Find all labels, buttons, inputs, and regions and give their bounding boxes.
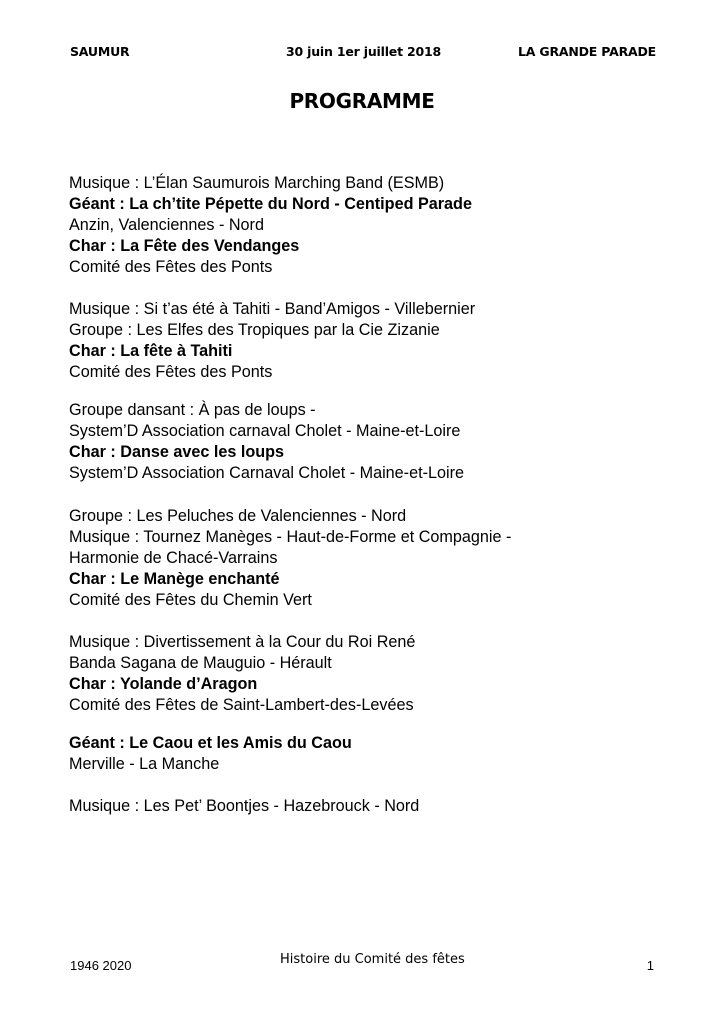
program-line: Musique : Tournez Manèges - Haut-de-Forme et Compagnie - <box>69 528 512 546</box>
program-line: Groupe dansant : À pas de loups - <box>69 401 316 419</box>
program-line: Musique : Divertissement à la Cour du Roi René <box>69 633 416 651</box>
program-line: Musique : L’Élan Saumurois Marching Band (ESMB) <box>69 174 445 192</box>
program-line: Comité des Fêtes du Chemin Vert <box>69 591 312 609</box>
header-right: LA GRANDE PARADE <box>518 44 656 59</box>
program-line-bold: Char : Danse avec les loups <box>69 443 285 461</box>
program-line: Groupe : Les Elfes des Tropiques par la Cie Zizanie <box>69 321 440 339</box>
program-line: Merville - La Manche <box>69 755 220 773</box>
footer-years: 1946 2020 <box>70 958 132 973</box>
page-number: 1 <box>646 958 654 973</box>
header-center: 30 juin 1er juillet 2018 <box>286 44 441 59</box>
program-line: Banda Sagana de Mauguio - Hérault <box>69 654 332 672</box>
page-title: PROGRAMME <box>289 89 435 113</box>
program-line: Comité des Fêtes des Ponts <box>69 258 273 276</box>
program-line-bold: Char : Yolande d’Aragon <box>69 675 258 693</box>
program-line: System’D Association carnaval Cholet - Maine-et-Loire <box>69 422 461 440</box>
program-line: Musique : Les Pet’ Boontjes - Hazebrouck - Nord <box>69 797 420 815</box>
program-line: System’D Association Carnaval Cholet - Maine-et-Loire <box>69 464 464 482</box>
program-line: Musique : Si t’as été à Tahiti - Band’Amigos - Villebernier <box>69 300 476 318</box>
program-line-bold: Char : La Fête des Vendanges <box>69 237 300 255</box>
program-line-bold: Char : Le Manège enchanté <box>69 570 280 588</box>
program-line-bold: Char : La fête à Tahiti <box>69 342 233 360</box>
program-line: Comité des Fêtes des Ponts <box>69 363 273 381</box>
program-line-bold: Géant : Le Caou et les Amis du Caou <box>69 734 352 752</box>
header-left: SAUMUR <box>70 44 130 59</box>
program-line-bold: Géant : La ch’tite Pépette du Nord - Centiped Parade <box>69 195 472 213</box>
footer-title: Histoire du Comité des fêtes <box>280 952 465 967</box>
program-line: Harmonie de Chacé-Varrains <box>69 549 278 567</box>
program-line: Comité des Fêtes de Saint-Lambert-des-Levées <box>69 696 414 714</box>
program-line: Groupe : Les Peluches de Valenciennes - Nord <box>69 507 407 525</box>
program-line: Anzin, Valenciennes - Nord <box>69 216 264 234</box>
